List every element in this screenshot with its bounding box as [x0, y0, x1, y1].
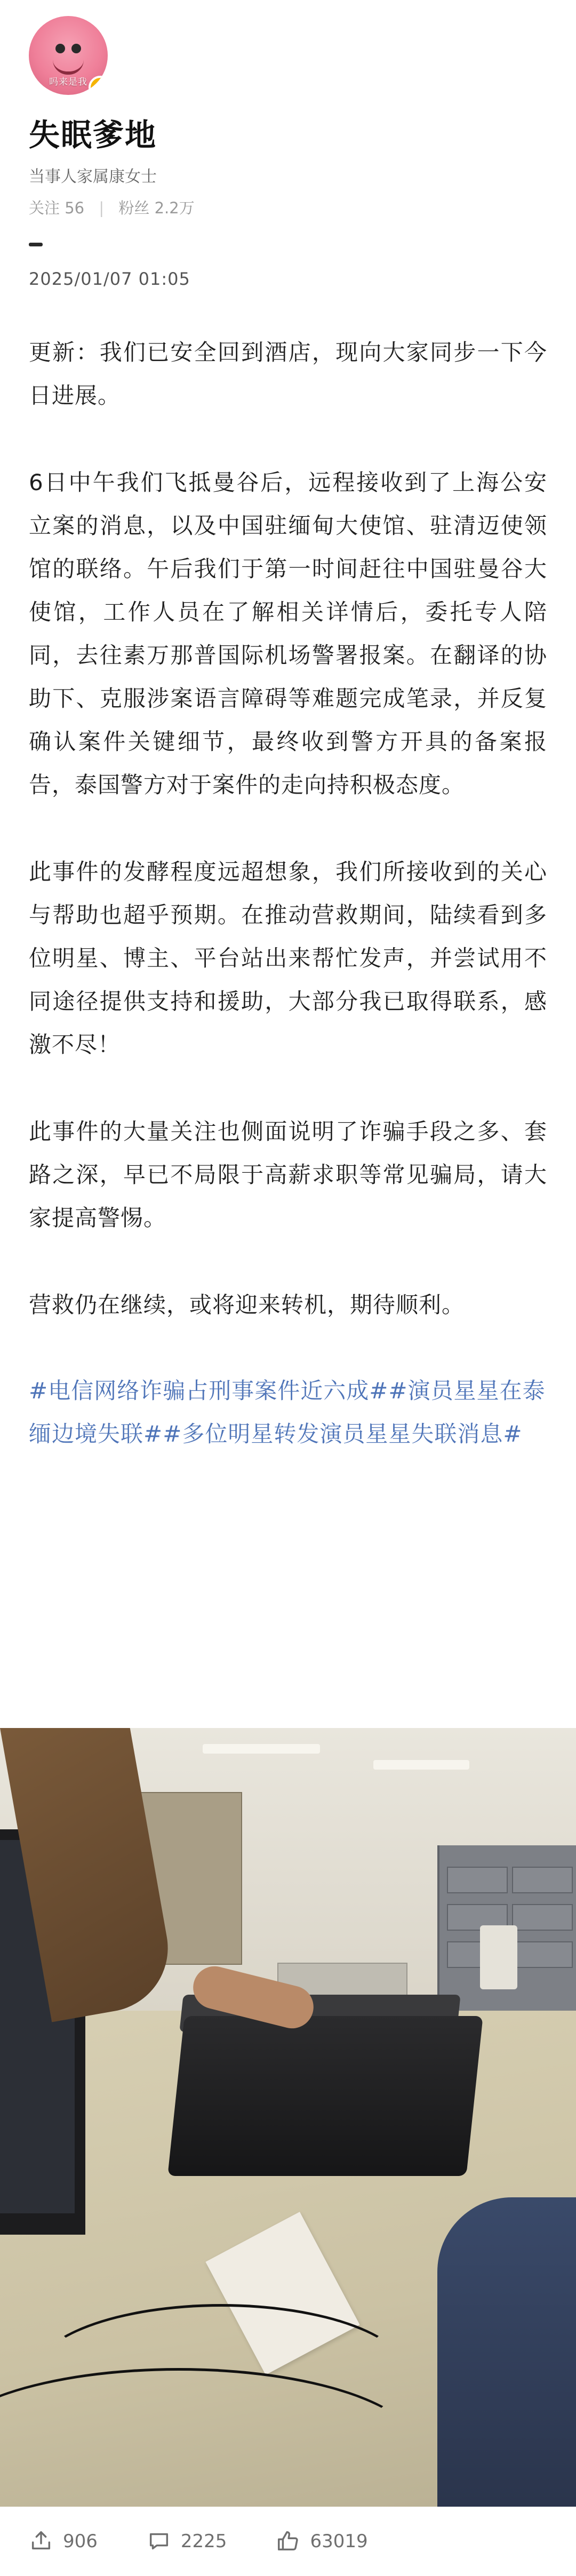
photo-cabinet-drawer — [512, 1941, 573, 1968]
avatar-mouth — [53, 60, 84, 75]
follow-label[interactable]: 关注 — [29, 199, 60, 217]
author-description: 当事人家属康女士 — [29, 167, 157, 186]
post-paragraph: 营救仍在继续，或将迎来转机，期待顺利。 — [29, 1292, 465, 1318]
like-button[interactable] — [276, 2529, 367, 2554]
post-paragraph: 更新：我们已安全回到酒店，现向大家同步一下今日进展。 — [29, 339, 547, 409]
avatar-eye-left — [55, 44, 65, 53]
photo-ceiling-light — [203, 1744, 320, 1754]
photo-printer — [167, 2016, 483, 2176]
comment-button[interactable] — [147, 2529, 227, 2554]
share-count: 906 — [63, 2531, 98, 2552]
post-photo[interactable] — [0, 1728, 576, 2507]
section-divider — [29, 243, 43, 246]
share-button[interactable] — [29, 2529, 98, 2554]
post-paragraph: 此事件的大量关注也侧面说明了诈骗手段之多、套路之深，早已不局限于高薪求职等常见骗局，请大家提高警惕。 — [29, 1118, 547, 1231]
comment-icon — [147, 2529, 171, 2554]
post-paragraph: 6日中午我们飞抵曼谷后，远程接收到了上海公安立案的消息，以及中国驻缅甸大使馆、驻清迈使领馆的联络。午后我们于第一时间赶往中国驻曼谷大使馆，工作人员在了解相关详情后，委托专人陪同，去往素万那普国际机场警署报案。在翻译的协助下、克服涉案语言障碍等难题完成笔录，并反复确认案件关键细节，最终收到警方开具的备案报告，泰国警方对于案件的走向持积极态度。 — [29, 469, 547, 798]
post-body — [29, 331, 547, 1455]
photo-cabinet-drawer — [512, 1867, 573, 1893]
photo-cabinet-drawer — [512, 1904, 573, 1931]
avatar-eye-right — [71, 44, 81, 53]
author-name[interactable]: 失眠爹地 — [29, 117, 157, 153]
action-bar — [0, 2507, 576, 2576]
photo-person — [437, 2197, 576, 2507]
share-icon — [29, 2529, 53, 2554]
post-date: 2025/01/07 01:05 — [29, 269, 190, 289]
stats-divider: | — [99, 199, 105, 217]
photo-cup — [480, 1925, 517, 1989]
photo-cabinet-drawer — [447, 1867, 508, 1893]
photo-ceiling-light — [373, 1760, 469, 1770]
avatar-text: 吗来是我 — [49, 77, 87, 87]
author-header — [29, 16, 547, 289]
post-paragraph: 此事件的发酵程度远超想象，我们所接收到的关心与帮助也超乎预期。在推动营救期间，陆续看到多位明星、博主、平台站出来帮忙发声，并尝试用不同途径提供支持和援助，大部分我已取得联系，感激不尽！ — [29, 859, 547, 1058]
thumbs-up-icon — [276, 2529, 300, 2554]
comment-count: 2225 — [180, 2531, 227, 2552]
fans-label[interactable]: 粉丝 — [118, 199, 150, 217]
follow-count[interactable]: 56 — [65, 199, 85, 217]
author-stats — [29, 196, 547, 218]
avatar[interactable] — [29, 16, 108, 95]
hashtag-links[interactable]: #电信网络诈骗占刑事案件近六成##演员星星在泰缅边境失联##多位明星转发演员星星失联消息# — [29, 1378, 546, 1447]
fans-count[interactable]: 2.2万 — [154, 199, 195, 217]
verified-badge-icon: ✓ — [89, 76, 108, 95]
like-count: 63019 — [310, 2531, 368, 2552]
